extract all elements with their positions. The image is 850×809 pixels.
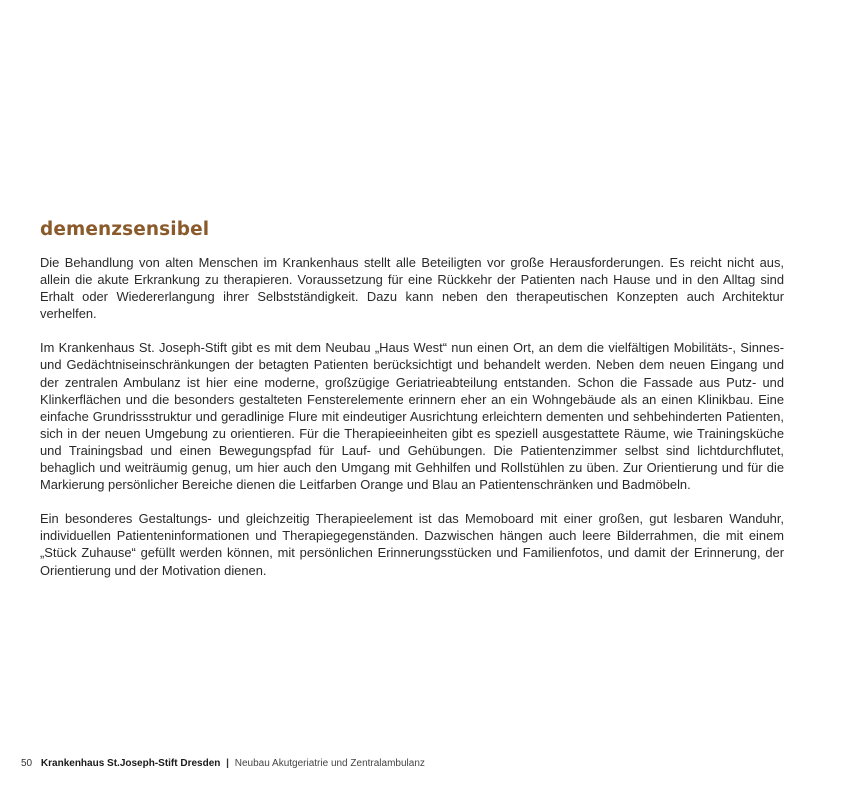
section-heading: demenzsensibel: [40, 219, 210, 240]
page-footer: [21, 758, 425, 769]
footer-hospital-name: Krankenhaus St.Joseph-Stift Dresden: [40, 758, 221, 769]
footer-separator: |: [226, 758, 229, 769]
paragraph-intro: Die Behandlung von alten Menschen im Krankenhaus stellt alle Beteiligten vor große Herausforderungen. Es reicht nicht aus, allein die akute Erkrankung zu therapieren. Voraussetzung für eine Rückkehr der Patienten nach Hause und in den Alltag sind Erhalt oder Wiedererlangung ihrer Selbstständigkeit. Dazu kann neben den therapeutischen Konzepten auch Architektur verhelfen.: [40, 255, 784, 322]
paragraph-haus-west: Im Krankenhaus St. Joseph-Stift gibt es mit dem Neubau „Haus West“ nun einen Ort, an dem die vielfältigen Mobilitäts-, Sinnes- und Gedächtniseinschränkungen der betagten Patienten berücksichtigt und behandelt werden. Neben dem neuen Eingang und der zentralen Ambulanz ist hier eine moderne, großzügige Geriatrieabteilung entstanden. Schon die Fassade aus Putz- und Klinkerflächen und die besonders gestalteten Fensterelemente erinnern eher an ein Wohngebäude als an einen Klinikbau. Eine einfache Grundrissstruktur und geradlinige Flure mit eindeutiger Ausrichtung erleichtern dementen und sehbehinderten Patienten, sich in der neuen Umgebung zu orientieren. Für die Therapieeinheiten gibt es speziell ausgestattete Räume, wie Trainingsküche und Trainingsbad und einen Bewegungspfad für Lauf- und Gehübungen. Die Patientenzimmer selbst sind lichtdurchflutet, behaglich und weiträumig genug, um hier auch den Umgang mit Gehhilfen und Rollstühlen zu üben. Zur Orientierung und für die Markierung persönlicher Bereiche dienen die Leitfarben Orange und Blau an Patientenschränken und Badmöbeln.: [40, 340, 784, 493]
footer-subtitle: Neubau Akutgeriatrie und Zentralambulanz: [234, 758, 425, 769]
article: [40, 219, 784, 596]
paragraph-memoboard: Ein besonderes Gestaltungs- und gleichzeitig Therapieelement ist das Memoboard mit einer großen, gut lesbaren Wanduhr, individuellen Patienteninformationen und Therapiegegenständen. Dazwischen hängen auch leere Bilderrahmen, die mit einem „Stück Zuhause“ gefüllt werden können, mit persönlichen Erinnerungsstücken und Familienfotos, und damit der Erinnerung, der Orientierung und der Motivation dienen.: [40, 511, 784, 578]
page-number: 50: [21, 758, 33, 769]
